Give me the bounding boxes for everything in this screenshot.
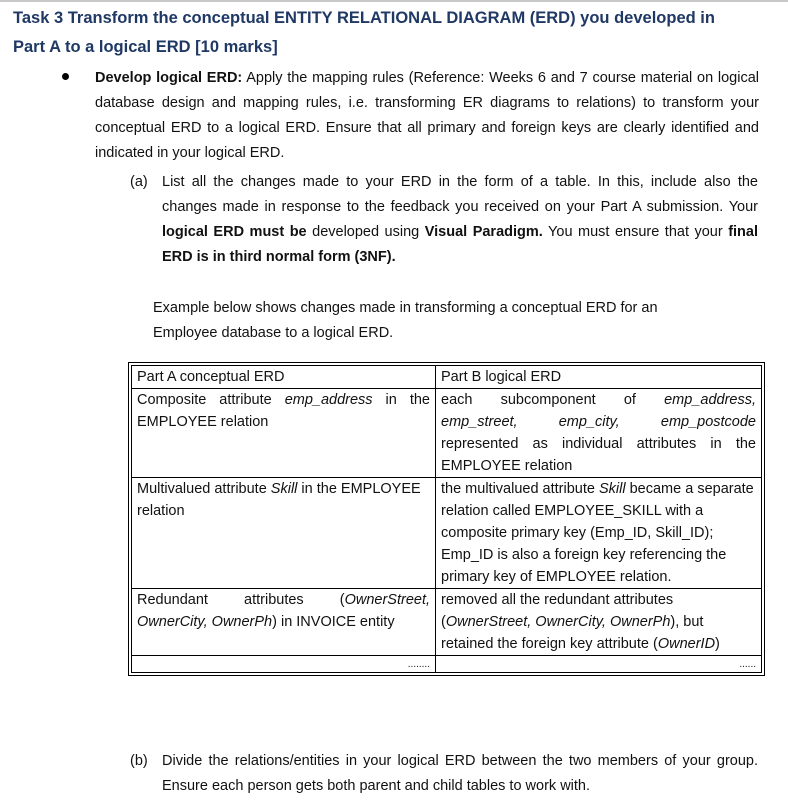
table-cell	[132, 478, 436, 589]
table-cell	[436, 589, 762, 656]
cell-text: removed all the redundant attributes (	[441, 592, 674, 630]
cell-text: )	[715, 636, 720, 652]
item-a	[130, 170, 758, 270]
table-row	[132, 389, 762, 478]
cell-italic: emp_address, emp_street, emp_city, emp_postcode	[441, 392, 756, 430]
cell-italic: Skill	[270, 481, 298, 497]
cell-text: ), but retained the foreign key attribute (	[441, 614, 704, 652]
cell-text: in the EMPLOYEE relation	[137, 392, 430, 430]
table-row	[132, 589, 762, 656]
item-a-text-part: You must ensure that your	[542, 224, 729, 240]
table-cell	[132, 389, 436, 478]
cell-italic: Skill	[598, 481, 626, 497]
cell-text: in the EMPLOYEE relation	[137, 481, 421, 519]
item-a-text	[162, 170, 758, 270]
item-a-bold-3nf: final ERD is in third normal form (3NF).	[162, 224, 759, 265]
task-heading-line2: Part A to a logical ERD [10 marks]	[13, 38, 278, 56]
ellipsis-cell: ........	[132, 656, 436, 673]
cell-italic: OwnerStreet, OwnerCity, OwnerPh	[445, 614, 671, 630]
table-cell	[132, 589, 436, 656]
table-cell	[436, 389, 762, 478]
bullet-lead: Develop logical ERD:	[95, 70, 243, 86]
task-heading	[13, 4, 778, 62]
item-a-text-part: List all the changes made to your ERD in the form of a table. In this, include also the changes made in response to the feedback you received on your Part A submission. Your	[162, 174, 758, 215]
task-heading-line1: Task 3 Transform the conceptual ENTITY RELATIONAL DIAGRAM (ERD) you developed in	[13, 9, 715, 27]
item-b-text: Divide the relations/entities in your logical ERD between the two members of your group. Ensure each person gets both parent and child tables to work with.	[162, 753, 758, 794]
cell-text: represented as individual attributes in the EMPLOYEE relation	[441, 436, 756, 474]
item-b-label: (b)	[130, 753, 148, 769]
cell-italic: emp_address	[284, 392, 373, 408]
col1-header: Part A conceptual ERD	[132, 366, 436, 389]
cell-text: became a separate relation called EMPLOYEE_SKILL with a composite primary key (Emp_ID, Skill_ID); Emp_ID is also a foreign key referencing the primary key of EMPLOYEE relation.	[441, 481, 754, 585]
cell-italic: OwnerID	[657, 636, 716, 652]
col2-header: Part B logical ERD	[436, 366, 762, 389]
bullet-text: Apply the mapping rules (Reference: Weeks 6 and 7 course material on logical database design and mapping rules, i.e. transforming ER diagrams to relations) to transform your conceptual ERD to a logical ERD. Ensure that all primary and foreign keys are clearly identified and indicated in your logical ERD.	[95, 70, 759, 161]
item-a-bold-logical: logical ERD must be	[162, 224, 307, 240]
cell-text: Redundant attributes (	[137, 592, 345, 608]
example-line1: Example below shows changes made in transforming a conceptual ERD for an	[153, 300, 658, 316]
bullet-paragraph	[95, 66, 759, 166]
table-row	[132, 478, 762, 589]
table-header-row	[132, 366, 762, 389]
item-a-bold-tool: Visual Paradigm.	[424, 224, 543, 240]
cell-text: ) in INVOICE entity	[272, 614, 395, 630]
example-line2: Employee database to a logical ERD.	[153, 325, 394, 341]
table-row-ellipsis	[132, 656, 762, 673]
cell-text: Multivalued attribute	[137, 481, 271, 497]
cell-text: each subcomponent of	[441, 392, 665, 408]
table-cell	[436, 478, 762, 589]
item-b	[130, 749, 758, 799]
top-rule	[0, 0, 788, 2]
example-intro	[153, 296, 753, 346]
cell-text: Composite attribute	[137, 392, 285, 408]
item-a-text-part: developed using	[306, 224, 425, 240]
ellipsis-cell: ......	[436, 656, 762, 673]
cell-text: the multivalued attribute	[441, 481, 599, 497]
cell-italic: OwnerStreet, OwnerCity, OwnerPh	[137, 592, 430, 630]
bullet-icon	[62, 73, 69, 80]
item-a-label: (a)	[130, 174, 148, 190]
changes-table	[131, 365, 762, 673]
